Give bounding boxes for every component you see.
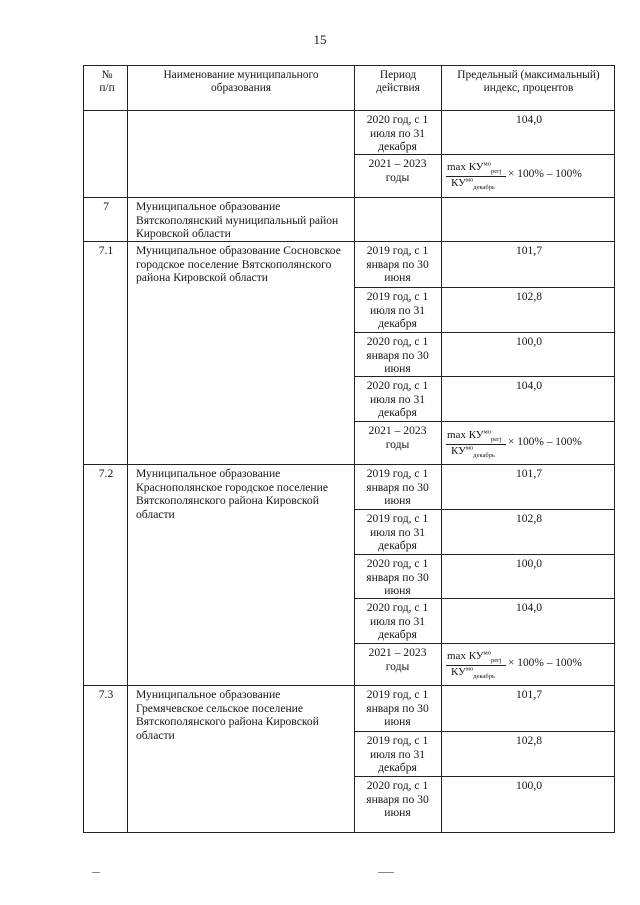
period-cell: 2021 – 2023 годы <box>368 646 427 673</box>
period-cell: 2019 год, с 1 июля по 31 декабря <box>366 290 429 331</box>
index-value: 101,7 <box>515 244 543 257</box>
index-table: № п/п Наименование муниципального образования Период действия Предельный (максимальный) индекс, процентов 2020 год, с 1 июля по 31 декабря 104,0 2021 – 2023 годы $\max КУ^{мо}_{регj}$ $КУ^{мо}_{декабрь}$ × 100% – 100% 7 Муниципальное образование Вятскополянский муниципальный район Кировской области 7.1 Муниципальное образование Сосновское городское поселение Вятскополянского района Кировской области 2019 год, с 1 января по 30 июня 101,7 2019 год, с 1 июля по 31 декабря 102,8 2020 год, с 1 января по 30 июня 100,0 2020 год, с 1 июля по 31 декабря 104,0 2021 – 2023 годы $\max КУ^{мо}_{регj}$ $КУ^{мо}_{декабрь}$ × 100% – 100% 7.2 Муниципальное образование Краснополянское городское поселение Вятскополянского района Кировской области 2019 год, с 1 января по 30 июня 101,7 2019 год, с 1 июля по 31 декабря 102,8 2020 год, с 1 января по 30 июня 100,0 2020 год, с 1 июля по 31 декабря 104,0 2021 – 2023 годы $\max КУ^{мо}_{регj}$ $КУ^{мо}_{декабрь}$ × 100% – 100% 7.3 Муниципальное образование Гремячевское сельское поселение Вятскополянского района Кировской области 2019 год, с 1 января по 30 июня 101,7 2019 год, с 1 июля по 31 декабря 102,8 2020 год, с 1 января по 30 июня 100,0 <box>83 65 615 833</box>
header-num: № п/п <box>99 69 115 95</box>
period-cell: 2019 год, с 1 января по 30 июня <box>366 244 429 285</box>
period-cell: 2019 год, с 1 января по 30 июня <box>366 467 429 508</box>
index-value: 104,0 <box>515 601 543 614</box>
page-number: 15 <box>313 32 327 47</box>
index-value: 101,7 <box>515 467 543 480</box>
index-value: 102,8 <box>515 734 543 747</box>
period-cell: 2019 год, с 1 июля по 31 декабря <box>366 734 429 775</box>
municipality-name: Муниципальное образование Сосновское городское поселение Вятскополянского района Кировской области <box>136 244 341 285</box>
municipality-name: Муниципальное образование Краснополянское городское поселение Вятскополянского района Кировской области <box>136 467 328 521</box>
index-value: 100,0 <box>515 557 543 570</box>
scan-mark <box>378 872 394 873</box>
index-value: 104,0 <box>515 379 543 392</box>
index-value: 102,8 <box>515 512 543 525</box>
row-number: 7.2 <box>98 467 114 480</box>
period-cell: 2020 год, с 1 июля по 31 декабря <box>366 379 429 420</box>
period-cell: 2019 год, с 1 января по 30 июня <box>366 688 429 729</box>
header-index: Предельный (максимальный) индекс, процентов <box>457 69 600 95</box>
municipality-name: Муниципальное образование Гремячевское сельское поселение Вятскополянского района Кировской области <box>136 688 319 742</box>
row-number: 7 <box>103 200 109 213</box>
header-name: Наименование муниципального образования <box>163 69 319 95</box>
period-cell: 2020 год, с 1 января по 30 июня <box>366 335 429 376</box>
period-cell: 2020 год, с 1 января по 30 июня <box>366 557 429 598</box>
index-value: 102,8 <box>515 290 543 303</box>
period-cell: 2020 год, с 1 июля по 31 декабря <box>366 113 429 154</box>
index-value: 101,7 <box>515 688 543 701</box>
scan-mark <box>92 872 100 873</box>
period-cell: 2019 год, с 1 июля по 31 декабря <box>366 512 429 553</box>
period-cell: 2020 год, с 1 июля по 31 декабря <box>366 601 429 642</box>
period-cell: 2021 – 2023 годы <box>368 424 427 451</box>
index-value: 100,0 <box>515 335 543 348</box>
index-value: 100,0 <box>515 779 543 792</box>
period-cell: 2021 – 2023 годы <box>368 157 427 184</box>
municipality-name: Муниципальное образование Вятскополянский муниципальный район Кировской области <box>136 200 339 241</box>
row-number: 7.3 <box>98 688 114 701</box>
header-period: Период действия <box>376 69 420 95</box>
period-cell: 2020 год, с 1 января по 30 июня <box>366 779 429 820</box>
index-value: 104,0 <box>515 113 543 126</box>
row-number: 7.1 <box>98 244 114 257</box>
